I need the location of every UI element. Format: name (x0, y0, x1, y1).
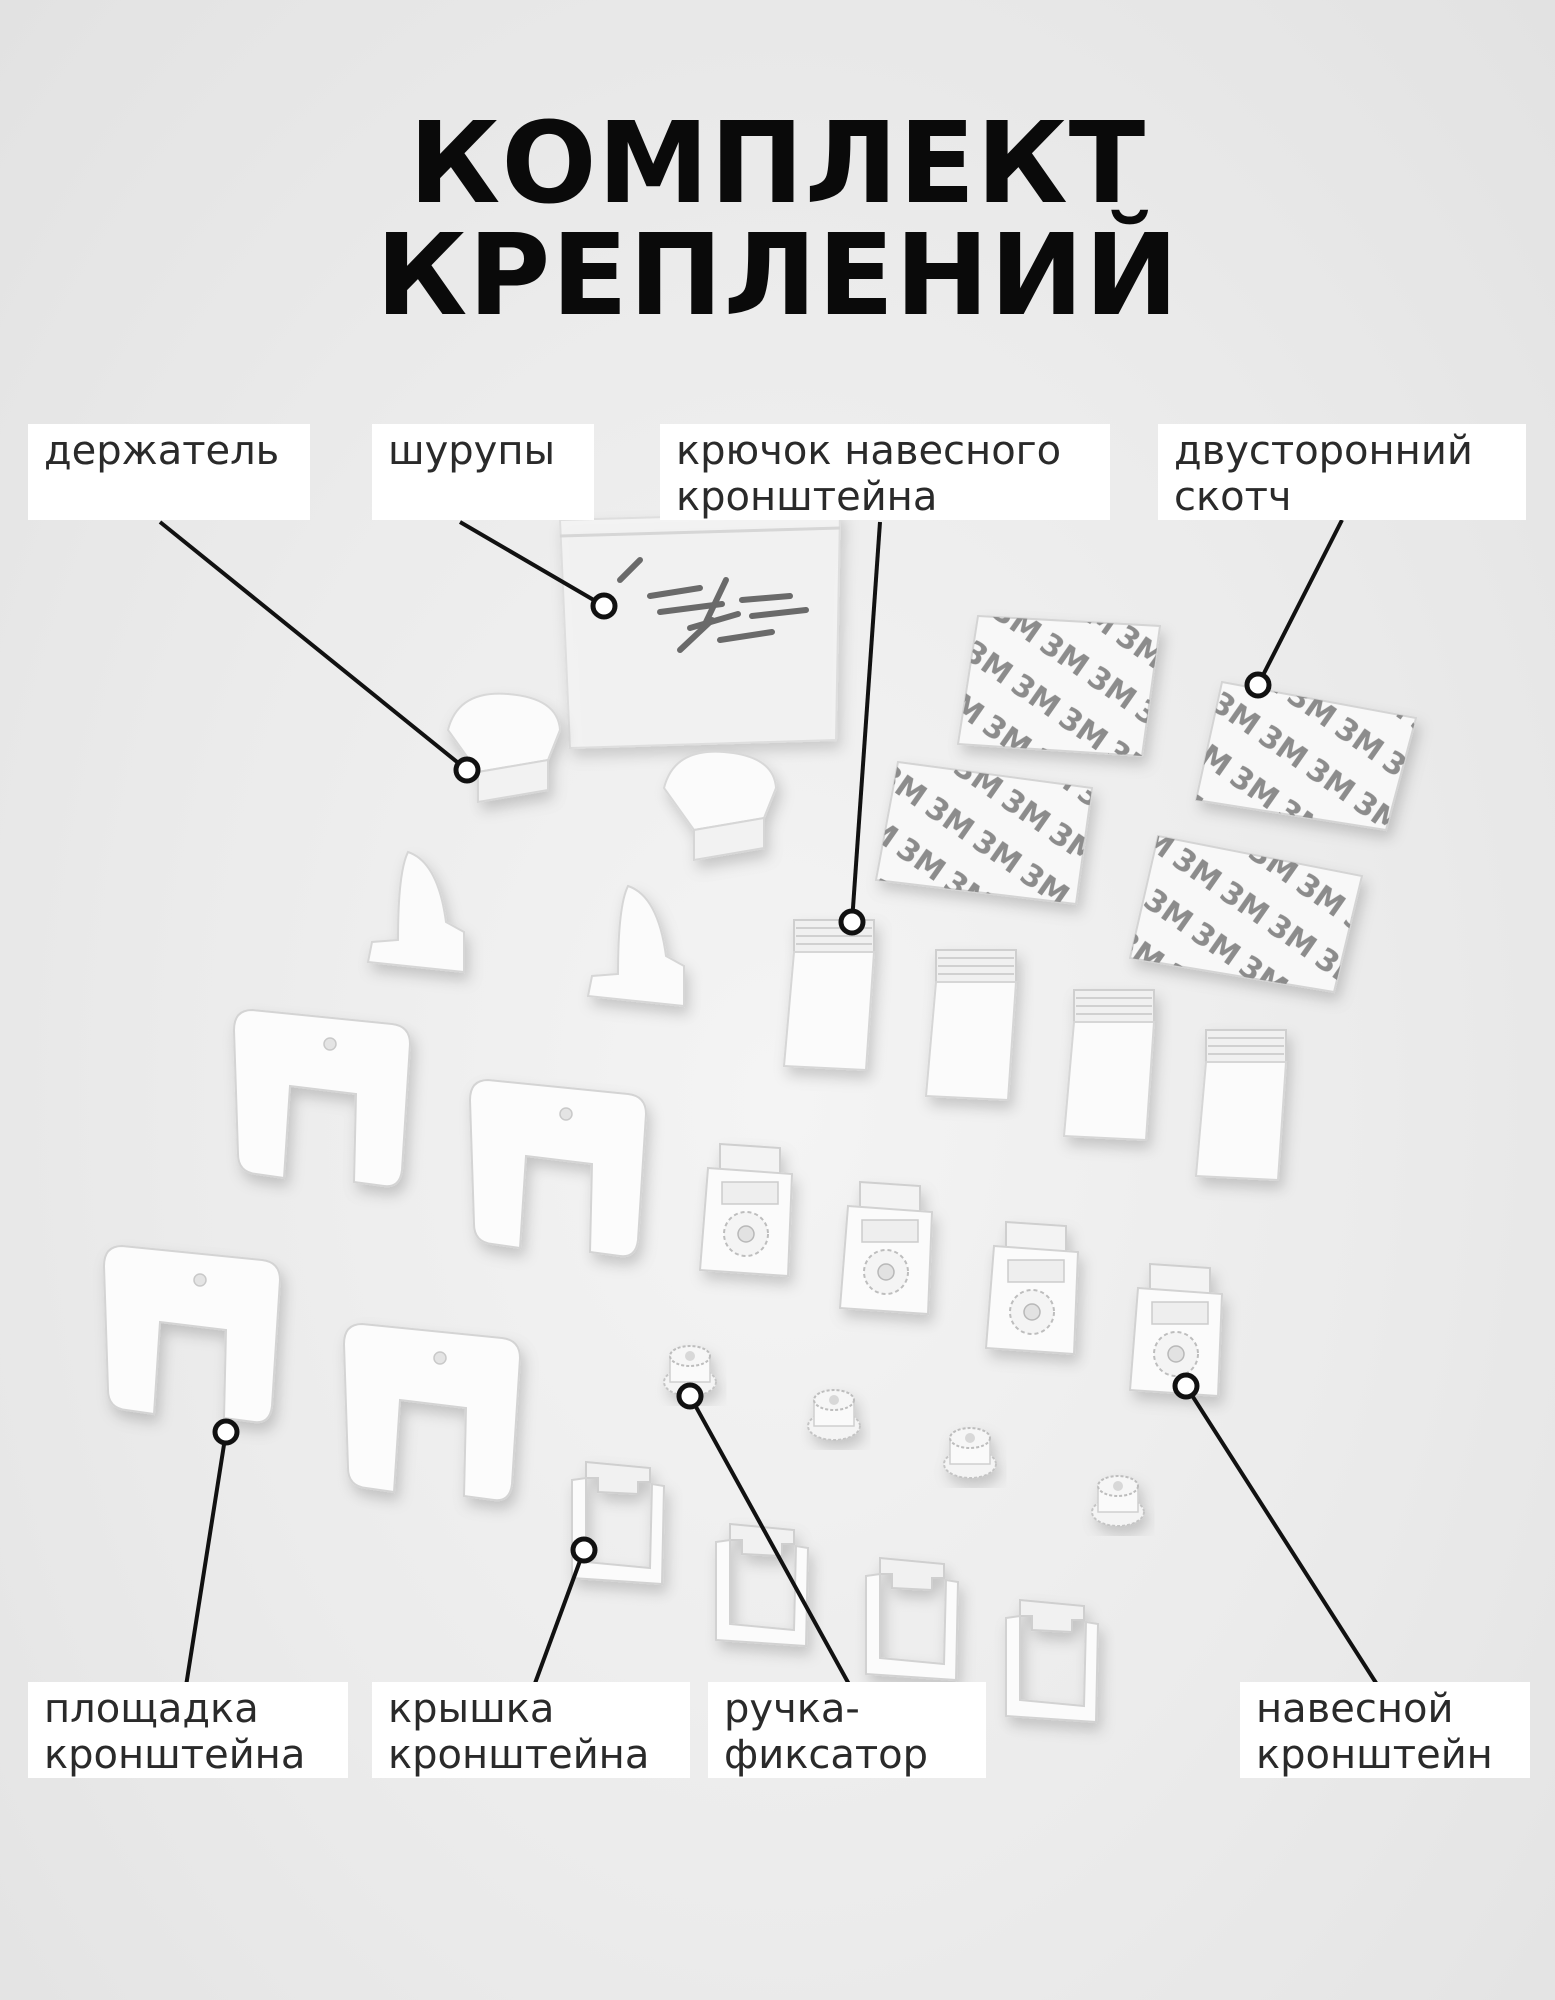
label-double-sided-tape: двусторонний скотч (1158, 424, 1526, 520)
label-bracket-cover: крышка кронштейна (372, 1682, 690, 1778)
screws-bag (560, 512, 840, 748)
label-holder: держатель (28, 424, 310, 520)
page-title: КОМПЛЕКТ КРЕПЛЕНИЙ (375, 99, 1180, 341)
bracket-pads (104, 1010, 646, 1500)
label-screws: шурупы (372, 424, 594, 520)
label-bracket-pad: площадка кронштейна (28, 1682, 348, 1778)
label-hanging-bracket: навесной кронштейн (1240, 1682, 1530, 1778)
double-sided-tape (876, 616, 1416, 992)
label-bracket-hook: крючок навесного кронштейна (660, 424, 1110, 520)
hanging-brackets (700, 1144, 1222, 1396)
lock-knobs (664, 1346, 1144, 1526)
label-lock-knob: ручка- фиксатор (708, 1682, 986, 1778)
